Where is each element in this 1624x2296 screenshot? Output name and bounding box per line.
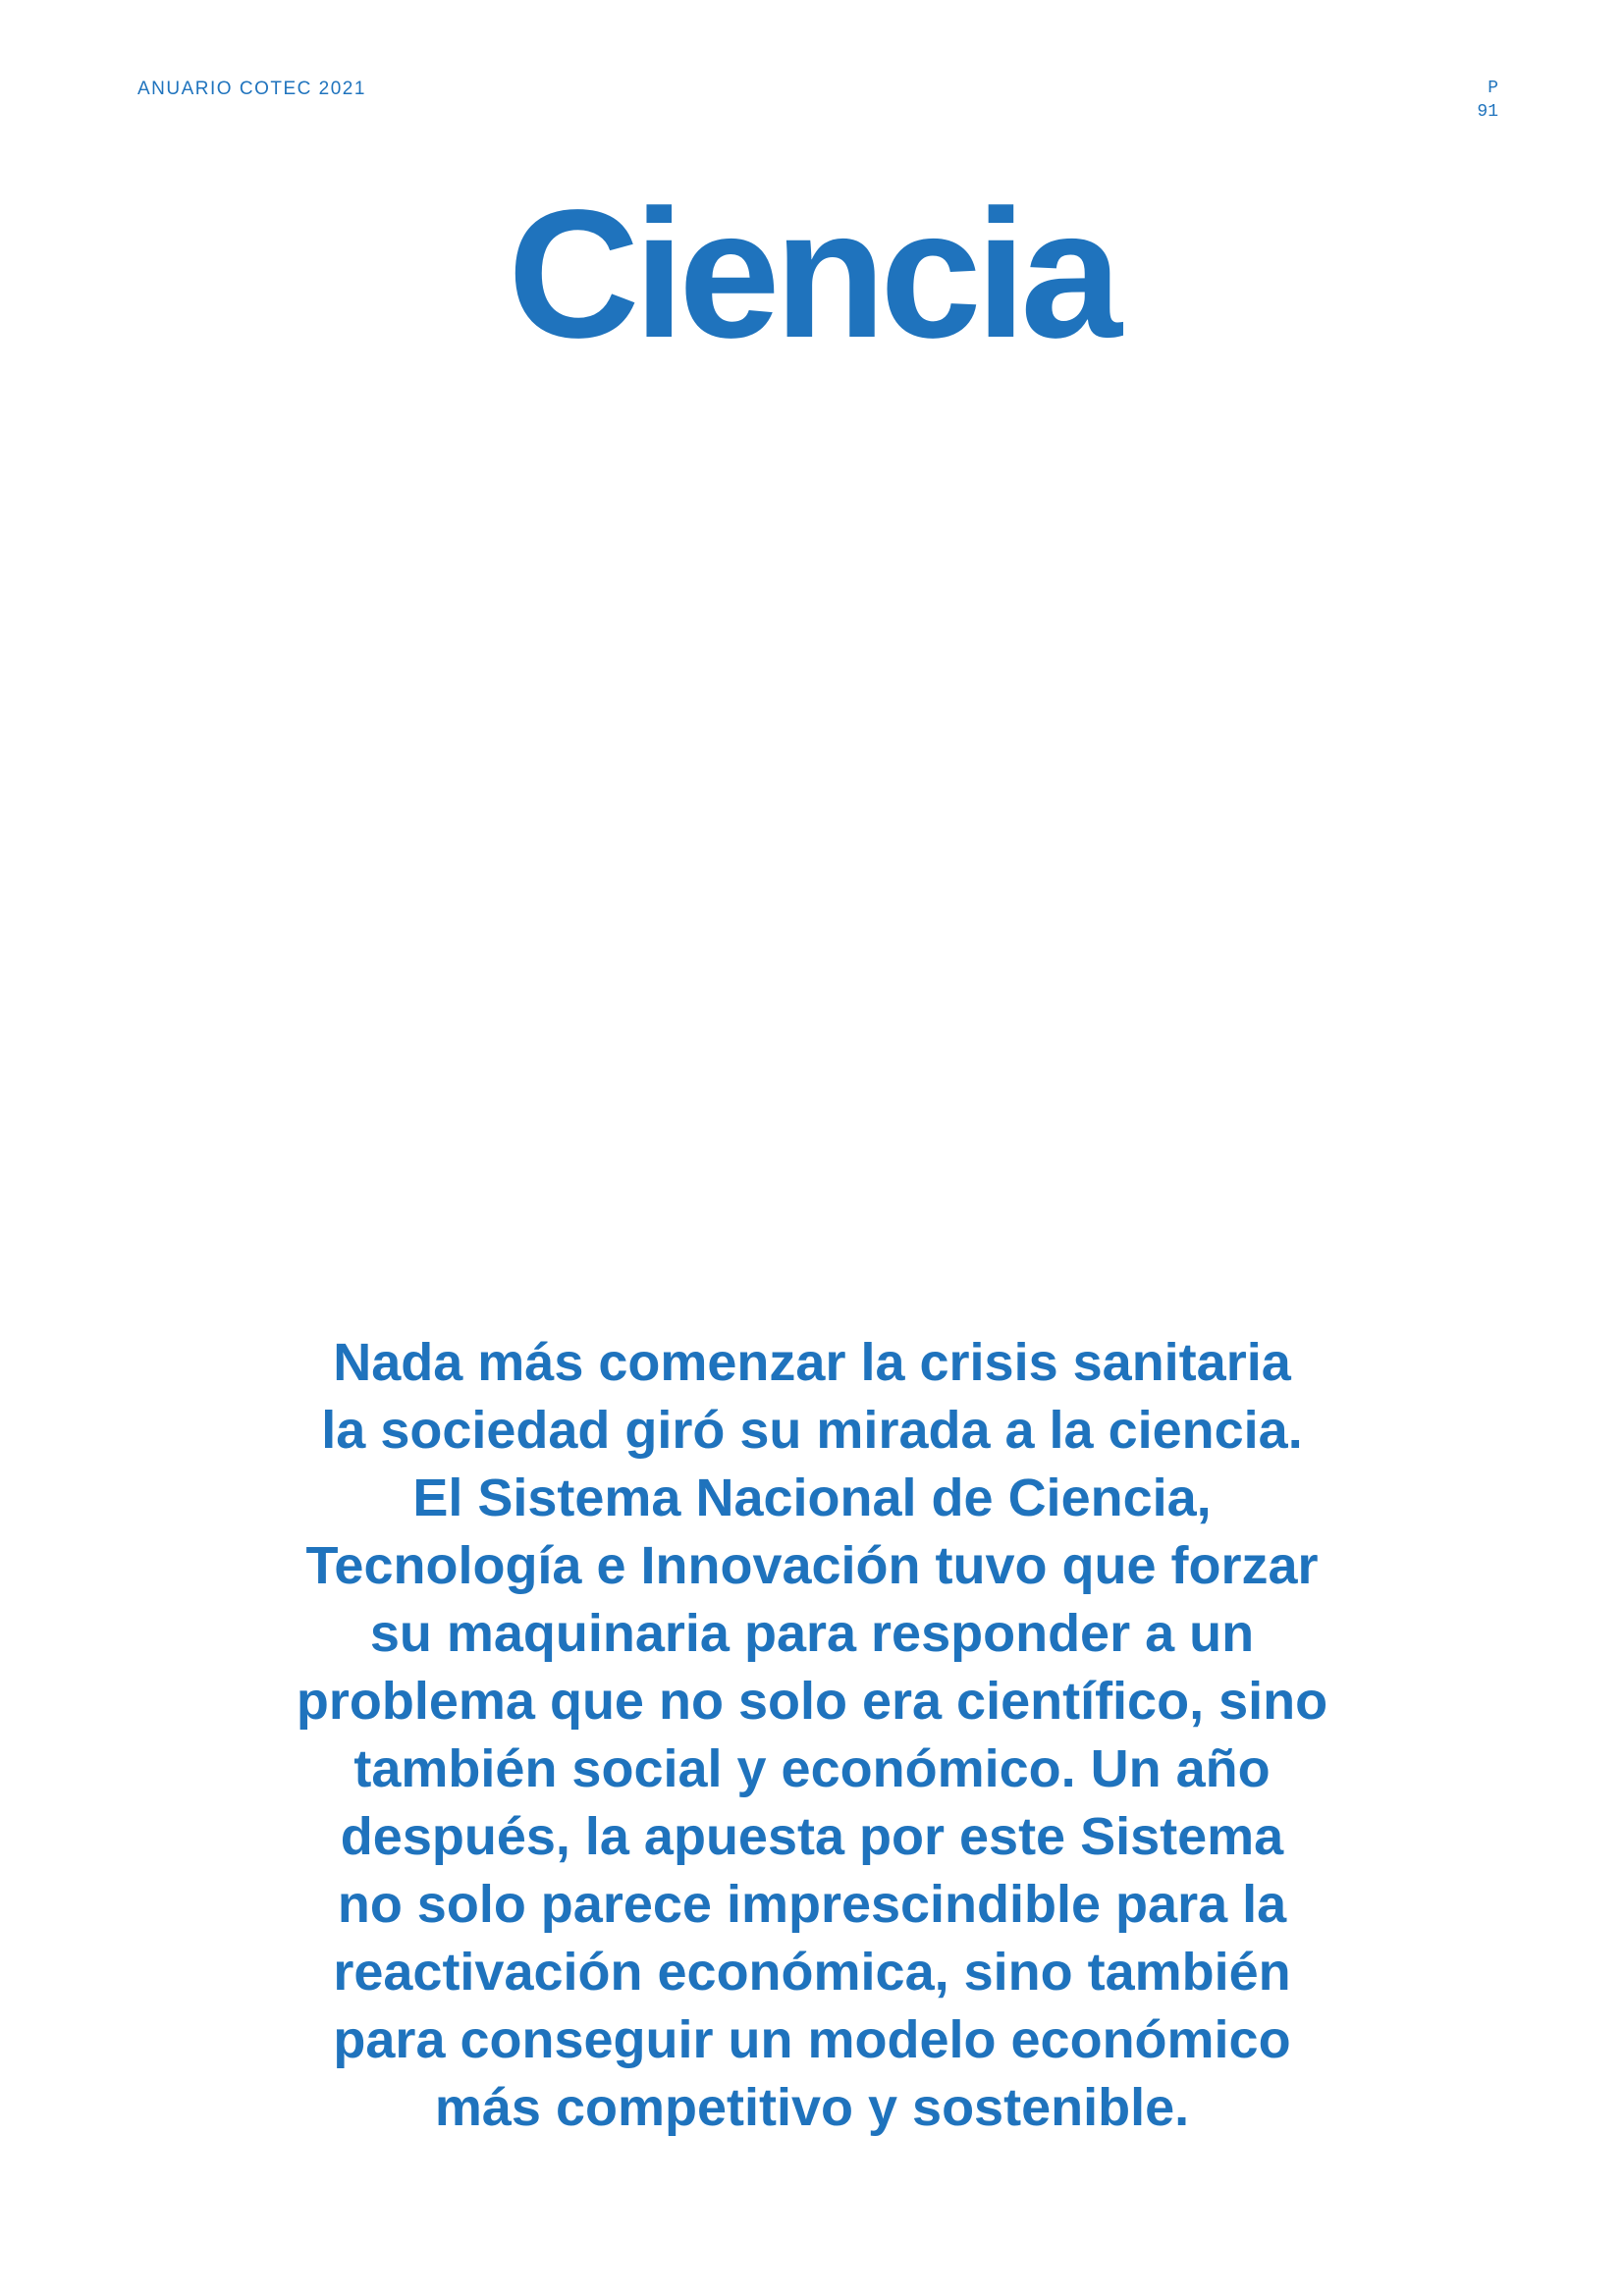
lead-line: El Sistema Nacional de Ciencia, [412,1468,1212,1527]
lead-line: reactivación económica, sino también [333,1943,1291,2002]
lead-line: problema que no solo era científico, sino [296,1672,1328,1731]
section-title: Ciencia [508,173,1116,376]
lead-line: para conseguir un modelo económico [333,2010,1291,2069]
lead-line: después, la apuesta por este Sistema [340,1807,1284,1866]
lead-line: más competitivo y sostenible. [434,2078,1190,2137]
lead-line: Nada más comenzar la crisis sanitaria [333,1333,1291,1392]
page-number: 91 [1477,102,1498,122]
lead-line: la sociedad giró su mirada a la ciencia. [321,1401,1303,1460]
lead-line: Tecnología e Innovación tuvo que forzar [305,1536,1319,1595]
lead-line: no solo parece imprescindible para la [337,1875,1287,1934]
lead-line: su maquinaria para responder a un [369,1604,1255,1663]
lead-line: también social y económico. Un año [353,1739,1271,1798]
publication-name: ANUARIO COTEC 2021 [137,79,366,99]
page-prefix: P [1488,79,1498,98]
lead-paragraph [223,1329,1401,2142]
page-number-block [1439,77,1498,124]
